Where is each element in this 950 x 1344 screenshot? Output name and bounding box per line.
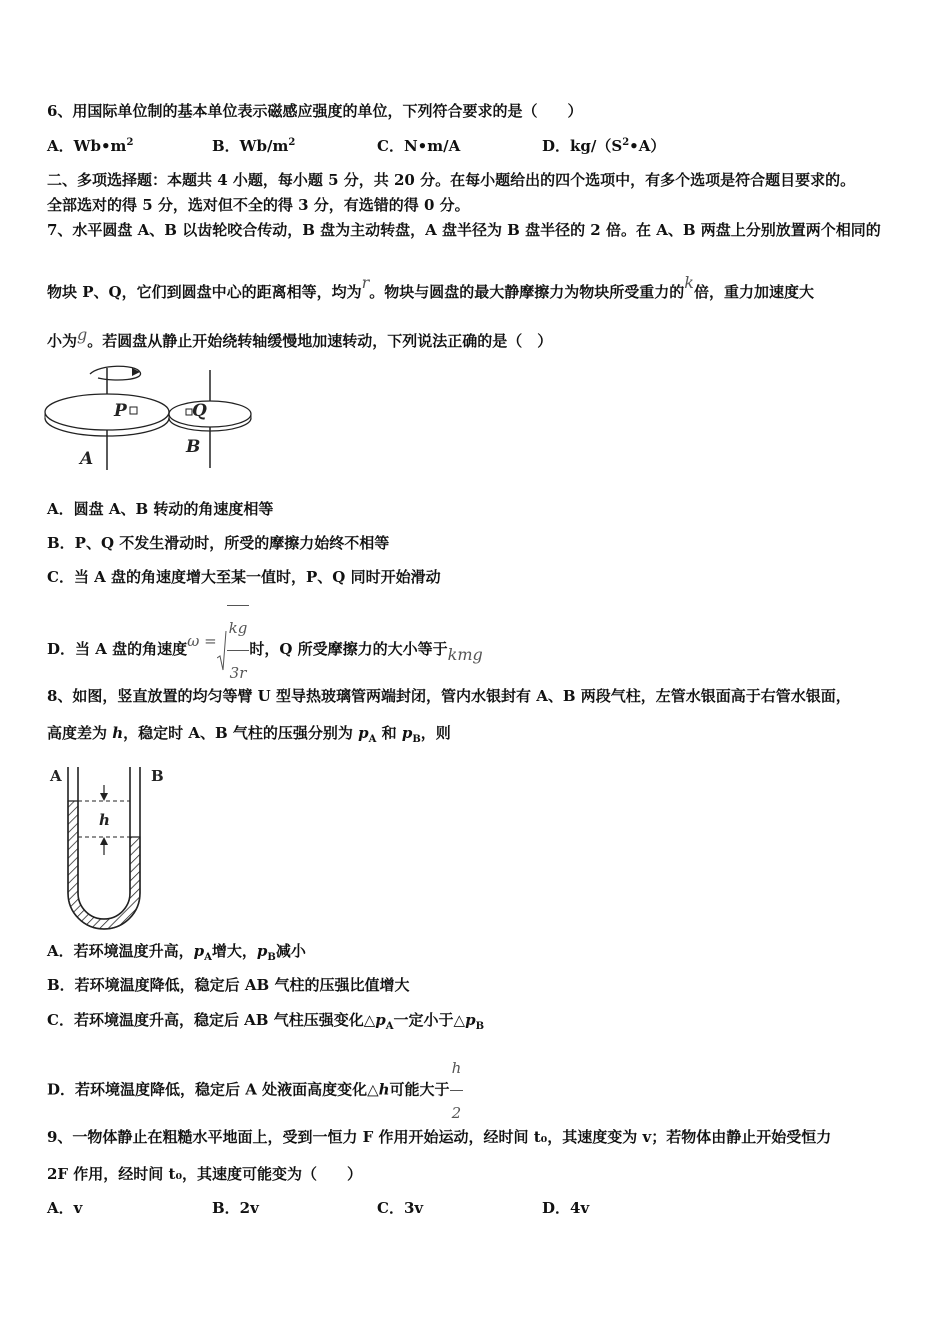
q8-u-tube-figure [44, 763, 174, 933]
q8-figure-label-b: B [151, 767, 164, 785]
q7-figure-label-p: P [114, 401, 127, 421]
q8-figure-label-a: A [50, 767, 62, 785]
q9-option-d: D．4v [542, 1199, 590, 1217]
q9-line2: 2F 作用，经时间 t₀，其速度可能变为（ ） [47, 1165, 363, 1183]
q7-line1: 7、水平圆盘 A、B 以齿轮咬合传动，B 盘为主动转盘，A 盘半径为 B 盘半径的 2 倍。在 A、B 两盘上分别放置两个相同的 [47, 221, 881, 239]
q6-stem: 6、用国际单位制的基本单位表示磁感应强度的单位，下列符合要求的是（ ） [47, 102, 583, 120]
q8-option-d: D．若环境温度降低，稳定后 A 处液面高度变化△h可能大于 $\frac{h}{2}$ [47, 1046, 463, 1135]
q8-option-a: A．若环境温度升高，$p_A$增大，$p_B$减小 [47, 942, 306, 963]
q7-option-c: C．当 A 盘的角速度增大至某一值时，P、Q 同时开始滑动 [47, 568, 441, 586]
q7-option-b: B．P、Q 不发生滑动时，所受的摩擦力始终不相等 [47, 534, 390, 552]
q7-line3: 小为g。若圆盘从静止开始绕转轴缓慢地加速转动，下列说法正确的是（ ） [47, 325, 553, 350]
q7-gear-discs-figure [40, 360, 260, 475]
q7-option-a: A．圆盘 A、B 转动的角速度相等 [47, 500, 274, 518]
sqrt-symbol [217, 628, 227, 672]
q8-figure-label-h: h [99, 811, 110, 829]
q9-line1: 9、一物体静止在粗糙水平地面上，受到一恒力 F 作用开始运动，经时间 t₀，其速度变为 v；若物体由静止开始受恒力 [47, 1128, 832, 1146]
q6-option-d: D．$kg/(S^2•A)$ [542, 137, 666, 155]
q9-option-b: B．2v [212, 1199, 259, 1217]
q8-option-c: C．若环境温度升高，稳定后 AB 气柱压强变化$\triangle p_A$一定小于$\triangle p_B$ [47, 1011, 485, 1032]
section2-line1: 二、多项选择题：本题共 4 小题，每小题 5 分，共 20 分。在每小题给出的四个选项中，有多个选项是符合题目要求的。 [47, 171, 856, 189]
q7-figure-label-b: B [186, 437, 201, 457]
q9-option-c: C．3v [377, 1199, 424, 1217]
q6-option-c: C．N•m/A [377, 137, 461, 155]
q8-option-b: B．若环境温度降低，稳定后 AB 气柱的压强比值增大 [47, 976, 410, 994]
section2-line2: 全部选对的得 5 分，选对但不全的得 3 分，有选错的得 0 分。 [47, 196, 470, 214]
q7-option-d: D．当 A 盘的角速度ω = $\frac{kg}{3r}$ 时，Q 所受摩擦力的大小等于kmg [47, 605, 483, 695]
q8-line2: 高度差为 h，稳定时 A、B 气柱的压强分别为 $p_A$ 和 $p_B$，则 [47, 724, 451, 745]
q7-figure-label-q: Q [192, 401, 207, 421]
q7-figure-label-a: A [80, 449, 94, 469]
q8-line1: 8、如图，竖直放置的均匀等臂 U 型导热玻璃管两端封闭，管内水银封有 A、B 两段气柱，左管水银面高于右管水银面， [47, 687, 851, 705]
q6-option-a: A．$Wb•m^2$ [47, 137, 134, 155]
q9-option-a: A．v [47, 1199, 83, 1217]
q7-line2: 物块 P、Q，它们到圆盘中心的距离相等，均为r。物块与圆盘的最大静摩擦力为物块所受重力的k倍，重力加速度大 [47, 273, 814, 301]
q6-option-b: B．$Wb/m^2$ [212, 137, 296, 155]
